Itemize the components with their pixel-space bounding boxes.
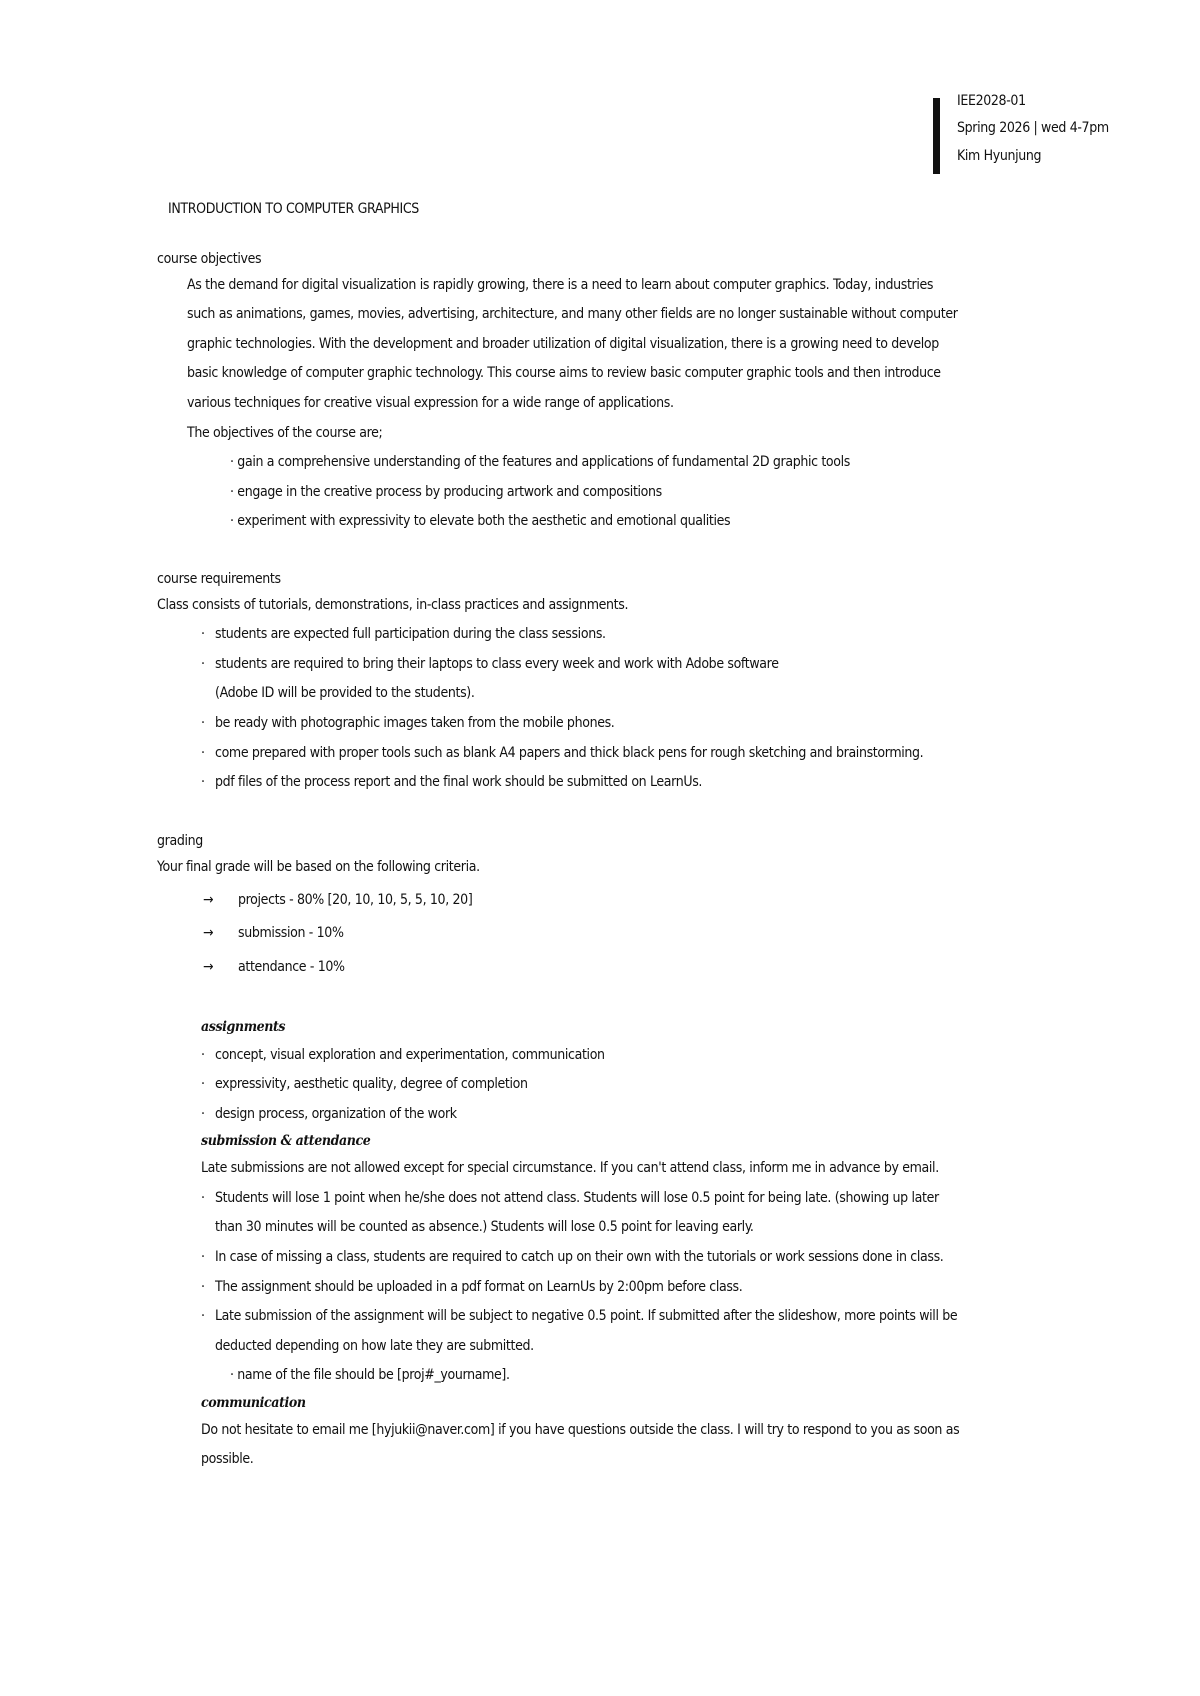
bullet: ·: [201, 1279, 205, 1295]
submission-item: · Late submission of the assignment will be subject to negative 0.5 point. If submitted after the slideshow, more points will be: [201, 1308, 958, 1324]
grading-criterion: submission - 10%: [238, 925, 344, 941]
submission-item-continued: than 30 minutes will be counted as absence.) Students will lose 0.5 point for leaving early.: [215, 1219, 754, 1235]
requirements-item: · students are required to bring their laptops to class every week and work with Adobe software: [201, 656, 779, 672]
assignments-item: · design process, organization of the work: [201, 1106, 457, 1122]
bullet: ·: [201, 745, 205, 761]
assignments-item: · concept, visual exploration and experimentation, communication: [201, 1047, 605, 1063]
bullet: ·: [201, 715, 205, 731]
objectives-paragraph-line: graphic technologies. With the development and broader utilization of digital visualization, there is a growing need to develop: [187, 336, 939, 352]
grading-heading: grading: [157, 833, 203, 849]
requirements-item-continued: (Adobe ID will be provided to the students).: [215, 685, 475, 701]
objectives-paragraph-line: basic knowledge of computer graphic technology. This course aims to review basic computer graphic tools and then introduce: [187, 365, 941, 381]
communication-line: Do not hesitate to email me [hyjukii@naver.com] if you have questions outside the class. I will try to respond to you as soon as: [201, 1422, 960, 1438]
grading-criterion: attendance - 10%: [238, 959, 345, 975]
arrow-right-icon: →: [203, 892, 214, 908]
objectives-item: · experiment with expressivity to elevate both the aesthetic and emotional qualities: [230, 513, 731, 529]
bullet: ·: [201, 1308, 205, 1324]
requirements-item: · come prepared with proper tools such as blank A4 papers and thick black pens for rough sketching and brainstorming.: [201, 745, 924, 761]
arrow-right-icon: →: [203, 959, 214, 975]
bullet: ·: [201, 774, 205, 790]
assignments-item: · expressivity, aesthetic quality, degree of completion: [201, 1076, 528, 1092]
bullet: ·: [201, 1047, 205, 1063]
objectives-paragraph-line: such as animations, games, movies, advertising, architecture, and many other fields are no longer sustainable without computer: [187, 306, 958, 322]
bullet: ·: [201, 626, 205, 642]
bullet: ·: [201, 1190, 205, 1206]
objectives-item: · engage in the creative process by producing artwork and compositions: [230, 484, 662, 500]
header-accent-bar: [933, 98, 940, 174]
requirements-item: · students are expected full participation during the class sessions.: [201, 626, 606, 642]
course-code: IEE2028-01: [957, 93, 1026, 109]
communication-heading: communication: [201, 1395, 306, 1411]
course-schedule: Spring 2026 | wed 4-7pm: [957, 120, 1109, 136]
submission-item: · The assignment should be uploaded in a pdf format on LearnUs by 2:00pm before class.: [201, 1279, 743, 1295]
arrow-right-icon: →: [203, 925, 214, 941]
requirements-item: · be ready with photographic images taken from the mobile phones.: [201, 715, 615, 731]
bullet: ·: [201, 1249, 205, 1265]
grading-intro: Your final grade will be based on the following criteria.: [157, 859, 480, 875]
communication-line: possible.: [201, 1451, 254, 1467]
bullet: ·: [201, 1076, 205, 1092]
requirements-heading: course requirements: [157, 571, 281, 587]
assignments-heading: assignments: [201, 1019, 286, 1035]
filename-note: · name of the file should be [proj#_yourname].: [230, 1367, 510, 1383]
page-title: INTRODUCTION TO COMPUTER GRAPHICS: [168, 201, 419, 217]
instructor-name: Kim Hyunjung: [957, 148, 1042, 164]
objectives-paragraph-line: various techniques for creative visual expression for a wide range of applications.: [187, 395, 674, 411]
requirements-item: · pdf files of the process report and the final work should be submitted on LearnUs.: [201, 774, 703, 790]
objectives-heading: course objectives: [157, 251, 262, 267]
objectives-item: · gain a comprehensive understanding of the features and applications of fundamental 2D graphic tools: [230, 454, 851, 470]
objectives-list-intro: The objectives of the course are;: [187, 425, 383, 441]
submission-item-continued: deducted depending on how late they are submitted.: [215, 1338, 534, 1354]
grading-criterion: projects - 80% [20, 10, 10, 5, 5, 10, 20]: [238, 892, 473, 908]
submission-item: · In case of missing a class, students are required to catch up on their own with the tutorials or work sessions done in class.: [201, 1249, 944, 1265]
submission-intro: Late submissions are not allowed except for special circumstance. If you can't attend class, inform me in advance by email.: [201, 1160, 939, 1176]
submission-heading: submission & attendance: [201, 1133, 371, 1149]
objectives-paragraph-line: As the demand for digital visualization is rapidly growing, there is a need to learn about computer graphics. Today, industries: [187, 277, 934, 293]
submission-item: · Students will lose 1 point when he/she does not attend class. Students will lose 0.5 point for being late. (showing up later: [201, 1190, 939, 1206]
requirements-intro: Class consists of tutorials, demonstrations, in-class practices and assignments.: [157, 597, 629, 613]
bullet: ·: [201, 656, 205, 672]
bullet: ·: [201, 1106, 205, 1122]
